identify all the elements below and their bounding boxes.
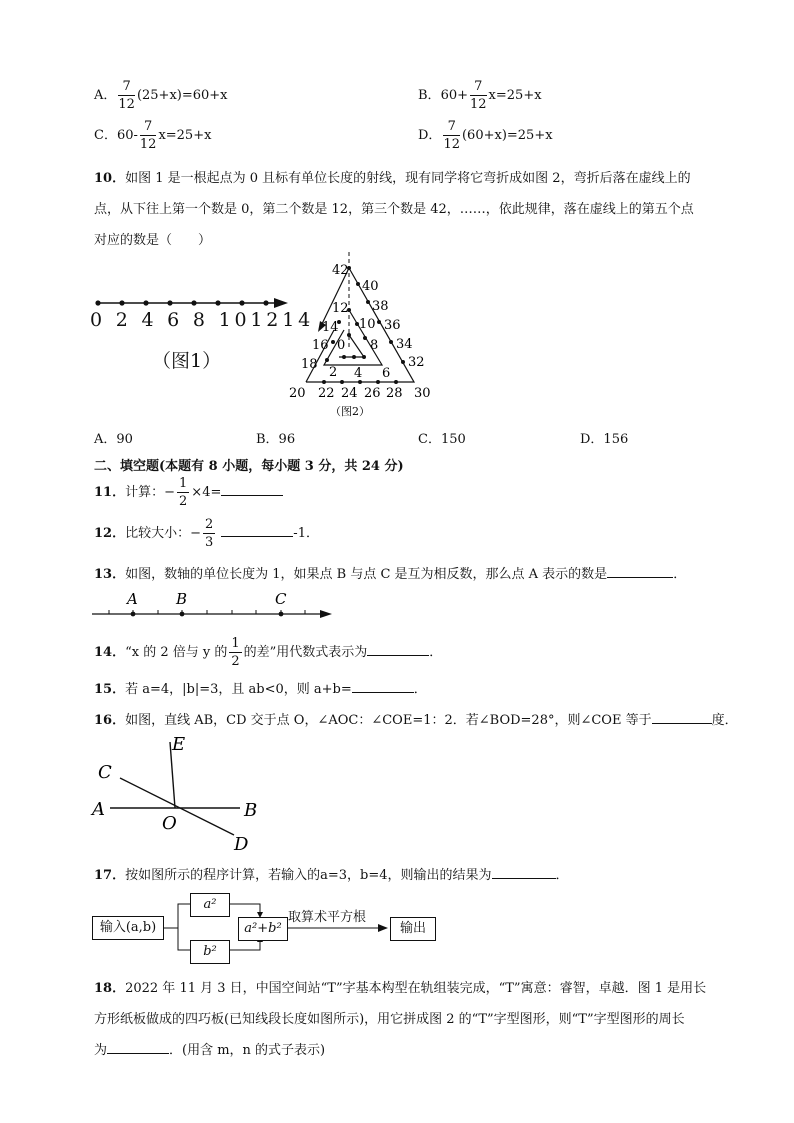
question-number: 17． [94,868,126,883]
label-22: 22 [318,386,335,401]
q15 [94,678,427,697]
q12 [94,518,319,549]
question-text: 如图 1 是一根起点为 0 且标有单位长度的射线，现有同学将它弯折成如图 2，弯折后落在虚线上的 [125,171,691,186]
q18-line2: 方形纸板做成的四巧板(已知线段长度如图所示)，用它拼成图 2 的“T”字型图形，则“T”字型图形的周长 [94,1012,685,1027]
label-c: C [98,762,112,783]
q13-number-line [90,588,340,624]
q10-line3: 对应的数是（ ） [94,233,212,248]
label-28: 28 [386,386,403,401]
q10-option-b: B．96 [256,432,296,447]
b-squared-box: b² [190,940,230,964]
question-number: 18． [94,981,126,996]
answer-blank[interactable] [367,643,429,656]
question-text: ． [429,645,443,660]
question-number: 13． [94,567,126,582]
sqrt-op-label: 取算术平方根 [288,910,367,925]
option-label: D． [418,128,442,143]
question-text: 2022 年 11 月 3 日，中国空间站“T”字基本构型在轨组装完成，“T”寓意：睿智，卓越．图 1 是用长 [125,981,707,996]
q14 [94,637,442,668]
option-text: x=25+x [488,88,542,103]
label-c: C [275,590,287,608]
question-text: 计算： [125,485,165,500]
q18-line1 [94,977,706,996]
q10-option-c: C．150 [418,432,466,447]
question-number: 12． [94,526,126,541]
option-text: (25+x)=60+x [136,88,228,103]
fraction [203,518,215,549]
label-2: 2 [329,365,338,380]
label-e: E [172,734,186,755]
a-squared-box: a² [190,893,230,917]
minus-sign: − [190,526,202,541]
label-16: 16 [312,338,329,353]
label-12: 12 [332,301,349,316]
numerator: 7 [118,80,135,96]
denominator: 2 [179,494,188,509]
question-number: 10． [94,171,126,186]
answer-blank[interactable] [221,483,283,496]
denominator: 12 [118,97,135,112]
answer-blank[interactable] [652,711,712,724]
option-text: 60+ [440,88,468,103]
label-38: 38 [372,299,389,314]
q17 [94,864,569,883]
q10-option-d: D．156 [580,432,629,447]
label-24: 24 [341,386,358,401]
question-text: 按如图所示的程序计算，若输入的a=3，b=4，则输出的结果为 [125,868,492,883]
option-text: x=25+x [158,128,212,143]
answer-blank[interactable] [221,524,293,537]
question-text: 如图，数轴的单位长度为 1，如果点 B 与点 C 是互为相反数，那么点 A 表示的数是 [125,567,608,582]
question-text: ．(用含 m，n 的式子表示) [169,1043,326,1058]
fraction [229,637,241,668]
q10-figure2 [284,250,444,420]
question-text: 如图，直线 AB，CD 交于点 O，∠AOC：∠COE=1：2．若∠BOD=28°，则∠COE 等于 [125,713,652,728]
answer-blank[interactable] [352,680,414,693]
question-text: 度． [711,713,738,728]
q16 [94,709,738,728]
q10-line2: 点，从下往上第一个数是 0，第二个数是 12，第三个数是 42，……，依此规律，落在虚线上的第五个点 [94,202,694,217]
option-label: C． [94,128,117,143]
numerator: 1 [179,476,188,491]
q11 [94,477,283,508]
label-14: 14 [322,320,339,335]
label-4: 4 [354,366,363,381]
question-text: 为 [94,1043,108,1058]
question-number: 16． [94,713,126,728]
fraction [443,120,460,151]
point-b [180,612,185,617]
numerator: 7 [443,120,460,136]
q9-option-c [94,120,211,151]
label-18: 18 [301,357,318,372]
output-box: 输出 [390,917,436,941]
option-text: 60- [116,128,138,143]
fraction [177,477,189,508]
question-number: 14． [94,645,126,660]
label-30: 30 [414,386,431,401]
question-text: 的差”用代数式表示为 [243,645,368,660]
axis-arrow [320,610,332,618]
fig1-tick-labels: 0 2 4 6 8 101214 [90,309,314,331]
fig2-caption: （图2） [330,405,370,418]
label-a: A [127,590,138,608]
q9-option-b [418,80,542,111]
label-8: 8 [370,338,379,353]
denominator: 3 [205,535,214,550]
label-42: 42 [332,263,349,278]
fig1-caption: （图1） [152,350,222,372]
question-text: 比较大小： [125,526,191,541]
label-26: 26 [364,386,381,401]
q10-line1 [94,167,691,186]
denominator: 12 [443,137,460,152]
numerator: 7 [470,80,487,96]
fraction [118,80,135,111]
question-text: ×4= [191,485,222,500]
label-0: 0 [337,338,346,353]
answer-blank[interactable] [107,1041,169,1054]
question-text: ． [555,868,569,883]
label-b: B [244,800,258,821]
numerator: 2 [205,517,214,532]
denominator: 2 [231,654,240,669]
minus-sign: − [164,485,176,500]
label-o: O [162,813,177,834]
fraction [140,120,157,151]
numerator: 7 [140,120,157,136]
question-text: “x 的 2 倍与 y 的 [125,645,228,660]
option-label: B． [418,88,441,103]
fraction [470,80,487,111]
denominator: 12 [139,137,157,152]
denominator: 12 [470,97,487,112]
question-text: ． [673,567,687,582]
q10-option-a: A．90 [94,432,133,447]
point-a [131,612,136,617]
answer-blank[interactable] [492,866,556,879]
question-text: 若 a=4，|b|=3，且 ab<0，则 a+b= [125,682,352,697]
q13 [94,563,686,582]
input-box: 输入(a,b) [92,916,164,940]
label-b: B [176,590,188,608]
option-label: A． [94,88,117,103]
q9-option-a [94,80,228,111]
label-32: 32 [408,355,425,370]
option-text: (60+x)=25+x [461,128,553,143]
q18-line3 [94,1039,325,1058]
label-40: 40 [362,279,379,294]
q16-figure [88,732,278,857]
numerator: 1 [231,636,240,651]
label-36: 36 [384,318,401,333]
label-10: 10 [359,317,376,332]
question-text: -1． [293,526,319,541]
label-a: A [92,799,105,820]
q9-option-d [418,120,553,151]
question-text: ． [413,682,427,697]
label-20: 20 [289,386,306,401]
sum-box: a²+b² [238,917,288,941]
question-number: 11． [94,485,126,500]
section-title: 二、填空题(本题有 8 小题，每小题 3 分，共 24 分) [94,459,404,474]
label-6: 6 [382,366,391,381]
line-cd [120,778,234,835]
question-number: 15． [94,682,126,697]
point-c [279,612,284,617]
answer-blank[interactable] [607,565,673,578]
label-34: 34 [396,337,413,352]
label-d: D [234,834,249,855]
